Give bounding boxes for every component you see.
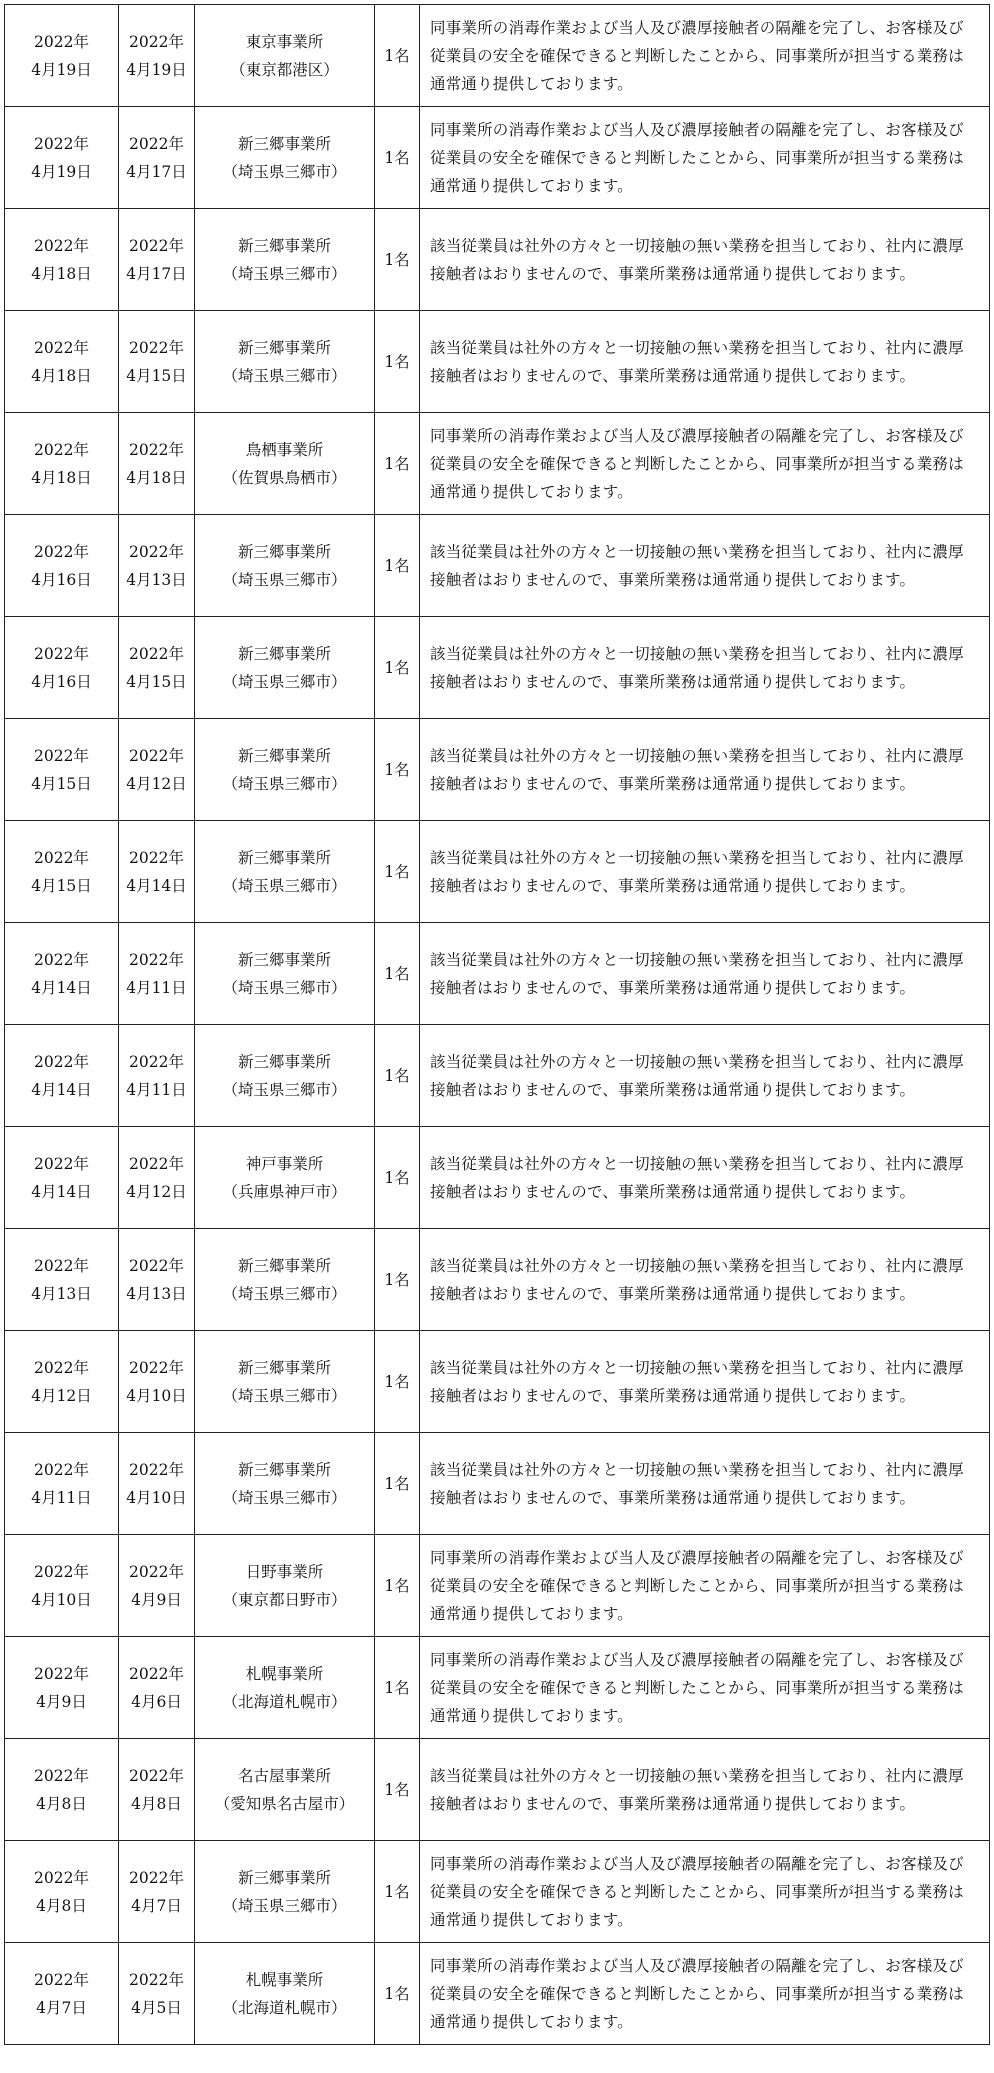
onset-year: 2022年 [129, 236, 184, 255]
table-row [5, 1331, 990, 1433]
office-name: 新三郷事業所 [237, 1868, 331, 1887]
onset-date-cell [119, 5, 195, 107]
onset-date-cell [119, 1229, 195, 1331]
onset-day: 4月12日 [126, 1182, 187, 1201]
office-location: （佐賀県鳥栖市） [222, 468, 347, 487]
reported-year: 2022年 [34, 1766, 89, 1785]
count-cell [375, 107, 420, 209]
case-count: 1名 [384, 46, 410, 65]
table-row [5, 413, 990, 515]
case-count: 1名 [384, 1372, 410, 1391]
onset-day: 4月18日 [126, 468, 187, 487]
note-cell [420, 1535, 990, 1637]
case-table [4, 4, 990, 2045]
note-cell [420, 821, 990, 923]
reported-year: 2022年 [34, 950, 89, 969]
table-row [5, 1025, 990, 1127]
note-cell [420, 1637, 990, 1739]
onset-date-cell [119, 719, 195, 821]
onset-year: 2022年 [129, 950, 184, 969]
office-cell [195, 923, 375, 1025]
reported-date-cell [5, 1025, 119, 1127]
case-count: 1名 [384, 760, 410, 779]
onset-day: 4月9日 [131, 1590, 182, 1609]
onset-day: 4月8日 [131, 1794, 182, 1813]
office-location: （埼玉県三郷市） [222, 1284, 347, 1303]
reported-day: 4月14日 [31, 978, 92, 997]
onset-day: 4月14日 [126, 876, 187, 895]
case-count: 1名 [384, 148, 410, 167]
reported-day: 4月18日 [31, 468, 92, 487]
office-location: （埼玉県三郷市） [222, 672, 347, 691]
case-count: 1名 [384, 352, 410, 371]
reported-year: 2022年 [34, 32, 89, 51]
reported-year: 2022年 [34, 746, 89, 765]
office-cell [195, 209, 375, 311]
status-note: 該当従業員は社外の方々と一切接触の無い業務を担当しており、社内に濃厚接触者はおりませんので、事業所業務は通常通り提供しております。 [430, 848, 964, 895]
reported-date-cell [5, 413, 119, 515]
office-name: 新三郷事業所 [237, 338, 331, 357]
status-note: 同事業所の消毒作業および当人及び濃厚接触者の隔離を完了し、お客様及び従業員の安全を確保できると判断したことから、同事業所が担当する業務は通常通り提供しております。 [430, 1854, 964, 1929]
office-name: 新三郷事業所 [237, 1460, 331, 1479]
status-note: 同事業所の消毒作業および当人及び濃厚接触者の隔離を完了し、お客様及び従業員の安全を確保できると判断したことから、同事業所が担当する業務は通常通り提供しております。 [430, 1650, 964, 1725]
office-name: 新三郷事業所 [237, 1358, 331, 1377]
onset-day: 4月15日 [126, 366, 187, 385]
status-note: 該当従業員は社外の方々と一切接触の無い業務を担当しており、社内に濃厚接触者はおりませんので、事業所業務は通常通り提供しております。 [430, 1358, 964, 1405]
office-location: （埼玉県三郷市） [222, 876, 347, 895]
reported-date-cell [5, 5, 119, 107]
office-name: 新三郷事業所 [237, 134, 331, 153]
case-count: 1名 [384, 1984, 410, 2003]
reported-year: 2022年 [34, 1154, 89, 1173]
status-note: 同事業所の消毒作業および当人及び濃厚接触者の隔離を完了し、お客様及び従業員の安全を確保できると判断したことから、同事業所が担当する業務は通常通り提供しております。 [430, 426, 964, 501]
note-cell [420, 1433, 990, 1535]
reported-day: 4月14日 [31, 1182, 92, 1201]
status-note: 同事業所の消毒作業および当人及び濃厚接触者の隔離を完了し、お客様及び従業員の安全を確保できると判断したことから、同事業所が担当する業務は通常通り提供しております。 [430, 18, 964, 93]
office-cell [195, 1943, 375, 2045]
table-row [5, 1841, 990, 1943]
table-row [5, 923, 990, 1025]
reported-date-cell [5, 1739, 119, 1841]
case-count: 1名 [384, 1780, 410, 1799]
office-name: 新三郷事業所 [237, 236, 331, 255]
office-name: 神戸事業所 [245, 1154, 324, 1173]
count-cell [375, 1637, 420, 1739]
onset-day: 4月7日 [131, 1896, 182, 1915]
office-location: （北海道札幌市） [222, 1998, 347, 2017]
count-cell [375, 1433, 420, 1535]
reported-year: 2022年 [34, 236, 89, 255]
table-row [5, 1433, 990, 1535]
onset-date-cell [119, 413, 195, 515]
onset-date-cell [119, 209, 195, 311]
reported-day: 4月16日 [31, 672, 92, 691]
onset-date-cell [119, 821, 195, 923]
office-location: （埼玉県三郷市） [222, 978, 347, 997]
status-note: 該当従業員は社外の方々と一切接触の無い業務を担当しており、社内に濃厚接触者はおりませんので、事業所業務は通常通り提供しております。 [430, 338, 964, 385]
note-cell [420, 515, 990, 617]
office-name: 名古屋事業所 [237, 1766, 331, 1785]
reported-day: 4月7日 [36, 1998, 87, 2017]
case-report-sheet [4, 4, 989, 2045]
onset-day: 4月13日 [126, 1284, 187, 1303]
office-name: 新三郷事業所 [237, 1256, 331, 1275]
office-location: （埼玉県三郷市） [222, 570, 347, 589]
reported-day: 4月19日 [31, 60, 92, 79]
reported-year: 2022年 [34, 848, 89, 867]
office-location: （埼玉県三郷市） [222, 1896, 347, 1915]
table-row [5, 1535, 990, 1637]
onset-year: 2022年 [129, 542, 184, 561]
reported-day: 4月11日 [31, 1488, 92, 1507]
note-cell [420, 1943, 990, 2045]
reported-day: 4月14日 [31, 1080, 92, 1099]
count-cell [375, 515, 420, 617]
count-cell [375, 821, 420, 923]
reported-year: 2022年 [34, 1052, 89, 1071]
reported-date-cell [5, 311, 119, 413]
reported-year: 2022年 [34, 644, 89, 663]
reported-day: 4月18日 [31, 264, 92, 283]
office-location: （兵庫県神戸市） [222, 1182, 347, 1201]
reported-date-cell [5, 1637, 119, 1739]
office-name: 日野事業所 [245, 1562, 324, 1581]
office-location: （東京都港区） [230, 60, 339, 79]
onset-date-cell [119, 1025, 195, 1127]
onset-day: 4月12日 [126, 774, 187, 793]
office-cell [195, 1433, 375, 1535]
case-count: 1名 [384, 454, 410, 473]
onset-year: 2022年 [129, 1154, 184, 1173]
onset-date-cell [119, 1127, 195, 1229]
status-note: 同事業所の消毒作業および当人及び濃厚接触者の隔離を完了し、お客様及び従業員の安全を確保できると判断したことから、同事業所が担当する業務は通常通り提供しております。 [430, 1956, 964, 2031]
case-count: 1名 [384, 1576, 410, 1595]
onset-year: 2022年 [129, 848, 184, 867]
count-cell [375, 1229, 420, 1331]
onset-year: 2022年 [129, 32, 184, 51]
case-count: 1名 [384, 556, 410, 575]
office-location: （愛知県名古屋市） [214, 1794, 355, 1813]
reported-date-cell [5, 1331, 119, 1433]
reported-date-cell [5, 719, 119, 821]
reported-date-cell [5, 1127, 119, 1229]
note-cell [420, 311, 990, 413]
reported-date-cell [5, 209, 119, 311]
reported-date-cell [5, 923, 119, 1025]
status-note: 該当従業員は社外の方々と一切接触の無い業務を担当しており、社内に濃厚接触者はおりませんので、事業所業務は通常通り提供しております。 [430, 1256, 964, 1303]
office-name: 新三郷事業所 [237, 848, 331, 867]
count-cell [375, 209, 420, 311]
case-count: 1名 [384, 964, 410, 983]
office-location: （埼玉県三郷市） [222, 1386, 347, 1405]
onset-year: 2022年 [129, 1052, 184, 1071]
reported-day: 4月10日 [31, 1590, 92, 1609]
office-cell [195, 107, 375, 209]
note-cell [420, 1739, 990, 1841]
reported-year: 2022年 [34, 134, 89, 153]
reported-day: 4月19日 [31, 162, 92, 181]
onset-year: 2022年 [129, 1358, 184, 1377]
office-location: （埼玉県三郷市） [222, 162, 347, 181]
onset-date-cell [119, 923, 195, 1025]
office-location: （埼玉県三郷市） [222, 264, 347, 283]
onset-year: 2022年 [129, 1460, 184, 1479]
reported-day: 4月15日 [31, 876, 92, 895]
office-cell [195, 413, 375, 515]
office-cell [195, 821, 375, 923]
count-cell [375, 5, 420, 107]
reported-year: 2022年 [34, 1358, 89, 1377]
office-name: 新三郷事業所 [237, 542, 331, 561]
reported-day: 4月18日 [31, 366, 92, 385]
onset-year: 2022年 [129, 1256, 184, 1275]
case-count: 1名 [384, 1066, 410, 1085]
reported-date-cell [5, 821, 119, 923]
office-cell [195, 617, 375, 719]
reported-year: 2022年 [34, 1256, 89, 1275]
office-name: 札幌事業所 [245, 1664, 324, 1683]
table-row [5, 5, 990, 107]
reported-year: 2022年 [34, 1562, 89, 1581]
table-row [5, 821, 990, 923]
case-count: 1名 [384, 1168, 410, 1187]
table-row [5, 1229, 990, 1331]
onset-date-cell [119, 107, 195, 209]
office-name: 新三郷事業所 [237, 746, 331, 765]
onset-day: 4月5日 [131, 1998, 182, 2017]
office-cell [195, 5, 375, 107]
table-row [5, 1127, 990, 1229]
count-cell [375, 1535, 420, 1637]
office-cell [195, 1841, 375, 1943]
office-name: 新三郷事業所 [237, 950, 331, 969]
table-row [5, 107, 990, 209]
onset-year: 2022年 [129, 134, 184, 153]
status-note: 同事業所の消毒作業および当人及び濃厚接触者の隔離を完了し、お客様及び従業員の安全を確保できると判断したことから、同事業所が担当する業務は通常通り提供しております。 [430, 1548, 964, 1623]
office-cell [195, 1739, 375, 1841]
table-row [5, 1637, 990, 1739]
reported-year: 2022年 [34, 542, 89, 561]
note-cell [420, 719, 990, 821]
reported-year: 2022年 [34, 1460, 89, 1479]
note-cell [420, 1025, 990, 1127]
reported-date-cell [5, 1535, 119, 1637]
onset-date-cell [119, 1943, 195, 2045]
office-location: （埼玉県三郷市） [222, 1488, 347, 1507]
case-count: 1名 [384, 1270, 410, 1289]
onset-date-cell [119, 1739, 195, 1841]
status-note: 該当従業員は社外の方々と一切接触の無い業務を担当しており、社内に濃厚接触者はおりませんので、事業所業務は通常通り提供しております。 [430, 1766, 964, 1813]
office-location: （埼玉県三郷市） [222, 1080, 347, 1099]
office-name: 新三郷事業所 [237, 1052, 331, 1071]
office-cell [195, 1025, 375, 1127]
table-row [5, 617, 990, 719]
office-location: （北海道札幌市） [222, 1692, 347, 1711]
onset-day: 4月17日 [126, 264, 187, 283]
onset-year: 2022年 [129, 1868, 184, 1887]
reported-year: 2022年 [34, 338, 89, 357]
onset-year: 2022年 [129, 1970, 184, 1989]
count-cell [375, 1025, 420, 1127]
onset-day: 4月17日 [126, 162, 187, 181]
status-note: 該当従業員は社外の方々と一切接触の無い業務を担当しており、社内に濃厚接触者はおりませんので、事業所業務は通常通り提供しております。 [430, 236, 964, 283]
onset-day: 4月6日 [131, 1692, 182, 1711]
onset-date-cell [119, 311, 195, 413]
office-location: （東京都日野市） [222, 1590, 347, 1609]
reported-date-cell [5, 1841, 119, 1943]
reported-day: 4月12日 [31, 1386, 92, 1405]
case-count: 1名 [384, 1474, 410, 1493]
count-cell [375, 1943, 420, 2045]
table-row [5, 1739, 990, 1841]
onset-year: 2022年 [129, 338, 184, 357]
onset-date-cell [119, 1535, 195, 1637]
count-cell [375, 311, 420, 413]
onset-day: 4月19日 [126, 60, 187, 79]
reported-year: 2022年 [34, 1868, 89, 1887]
note-cell [420, 1331, 990, 1433]
note-cell [420, 5, 990, 107]
office-cell [195, 1637, 375, 1739]
office-cell [195, 1127, 375, 1229]
count-cell [375, 413, 420, 515]
onset-year: 2022年 [129, 1664, 184, 1683]
reported-date-cell [5, 515, 119, 617]
office-cell [195, 311, 375, 413]
onset-date-cell [119, 1841, 195, 1943]
reported-day: 4月15日 [31, 774, 92, 793]
case-count: 1名 [384, 1678, 410, 1697]
reported-day: 4月9日 [36, 1692, 87, 1711]
count-cell [375, 719, 420, 821]
office-name: 鳥栖事業所 [245, 440, 324, 459]
note-cell [420, 1841, 990, 1943]
onset-year: 2022年 [129, 440, 184, 459]
reported-date-cell [5, 107, 119, 209]
note-cell [420, 923, 990, 1025]
status-note: 該当従業員は社外の方々と一切接触の無い業務を担当しており、社内に濃厚接触者はおりませんので、事業所業務は通常通り提供しております。 [430, 746, 964, 793]
office-name: 札幌事業所 [245, 1970, 324, 1989]
onset-year: 2022年 [129, 644, 184, 663]
note-cell [420, 107, 990, 209]
reported-day: 4月13日 [31, 1284, 92, 1303]
reported-date-cell [5, 1433, 119, 1535]
count-cell [375, 1127, 420, 1229]
onset-day: 4月10日 [126, 1386, 187, 1405]
reported-day: 4月8日 [36, 1896, 87, 1915]
table-row [5, 719, 990, 821]
reported-date-cell [5, 1229, 119, 1331]
office-location: （埼玉県三郷市） [222, 774, 347, 793]
status-note: 同事業所の消毒作業および当人及び濃厚接触者の隔離を完了し、お客様及び従業員の安全を確保できると判断したことから、同事業所が担当する業務は通常通り提供しております。 [430, 120, 964, 195]
status-note: 該当従業員は社外の方々と一切接触の無い業務を担当しており、社内に濃厚接触者はおりませんので、事業所業務は通常通り提供しております。 [430, 644, 964, 691]
note-cell [420, 1229, 990, 1331]
case-count: 1名 [384, 1882, 410, 1901]
office-cell [195, 1331, 375, 1433]
count-cell [375, 923, 420, 1025]
onset-date-cell [119, 1433, 195, 1535]
onset-day: 4月15日 [126, 672, 187, 691]
status-note: 該当従業員は社外の方々と一切接触の無い業務を担当しており、社内に濃厚接触者はおりませんので、事業所業務は通常通り提供しております。 [430, 1052, 964, 1099]
office-name: 東京事業所 [245, 32, 324, 51]
note-cell [420, 209, 990, 311]
reported-year: 2022年 [34, 1970, 89, 1989]
table-row [5, 515, 990, 617]
case-count: 1名 [384, 250, 410, 269]
reported-day: 4月8日 [36, 1794, 87, 1813]
office-name: 新三郷事業所 [237, 644, 331, 663]
status-note: 該当従業員は社外の方々と一切接触の無い業務を担当しており、社内に濃厚接触者はおりませんので、事業所業務は通常通り提供しております。 [430, 542, 964, 589]
reported-date-cell [5, 1943, 119, 2045]
office-cell [195, 1535, 375, 1637]
count-cell [375, 1841, 420, 1943]
onset-year: 2022年 [129, 1562, 184, 1581]
reported-day: 4月16日 [31, 570, 92, 589]
count-cell [375, 1331, 420, 1433]
table-row [5, 311, 990, 413]
table-row [5, 1943, 990, 2045]
note-cell [420, 617, 990, 719]
onset-day: 4月13日 [126, 570, 187, 589]
note-cell [420, 413, 990, 515]
onset-date-cell [119, 515, 195, 617]
status-note: 該当従業員は社外の方々と一切接触の無い業務を担当しており、社内に濃厚接触者はおりませんので、事業所業務は通常通り提供しております。 [430, 1460, 964, 1507]
office-cell [195, 515, 375, 617]
count-cell [375, 617, 420, 719]
case-count: 1名 [384, 862, 410, 881]
onset-year: 2022年 [129, 746, 184, 765]
case-count: 1名 [384, 658, 410, 677]
table-row [5, 209, 990, 311]
onset-date-cell [119, 1331, 195, 1433]
office-cell [195, 1229, 375, 1331]
onset-date-cell [119, 617, 195, 719]
onset-day: 4月10日 [126, 1488, 187, 1507]
office-cell [195, 719, 375, 821]
reported-year: 2022年 [34, 440, 89, 459]
case-table-body [5, 5, 990, 2045]
note-cell [420, 1127, 990, 1229]
reported-year: 2022年 [34, 1664, 89, 1683]
status-note: 該当従業員は社外の方々と一切接触の無い業務を担当しており、社内に濃厚接触者はおりませんので、事業所業務は通常通り提供しております。 [430, 950, 964, 997]
office-location: （埼玉県三郷市） [222, 366, 347, 385]
onset-day: 4月11日 [126, 978, 187, 997]
onset-date-cell [119, 1637, 195, 1739]
count-cell [375, 1739, 420, 1841]
status-note: 該当従業員は社外の方々と一切接触の無い業務を担当しており、社内に濃厚接触者はおりませんので、事業所業務は通常通り提供しております。 [430, 1154, 964, 1201]
reported-date-cell [5, 617, 119, 719]
onset-day: 4月11日 [126, 1080, 187, 1099]
onset-year: 2022年 [129, 1766, 184, 1785]
